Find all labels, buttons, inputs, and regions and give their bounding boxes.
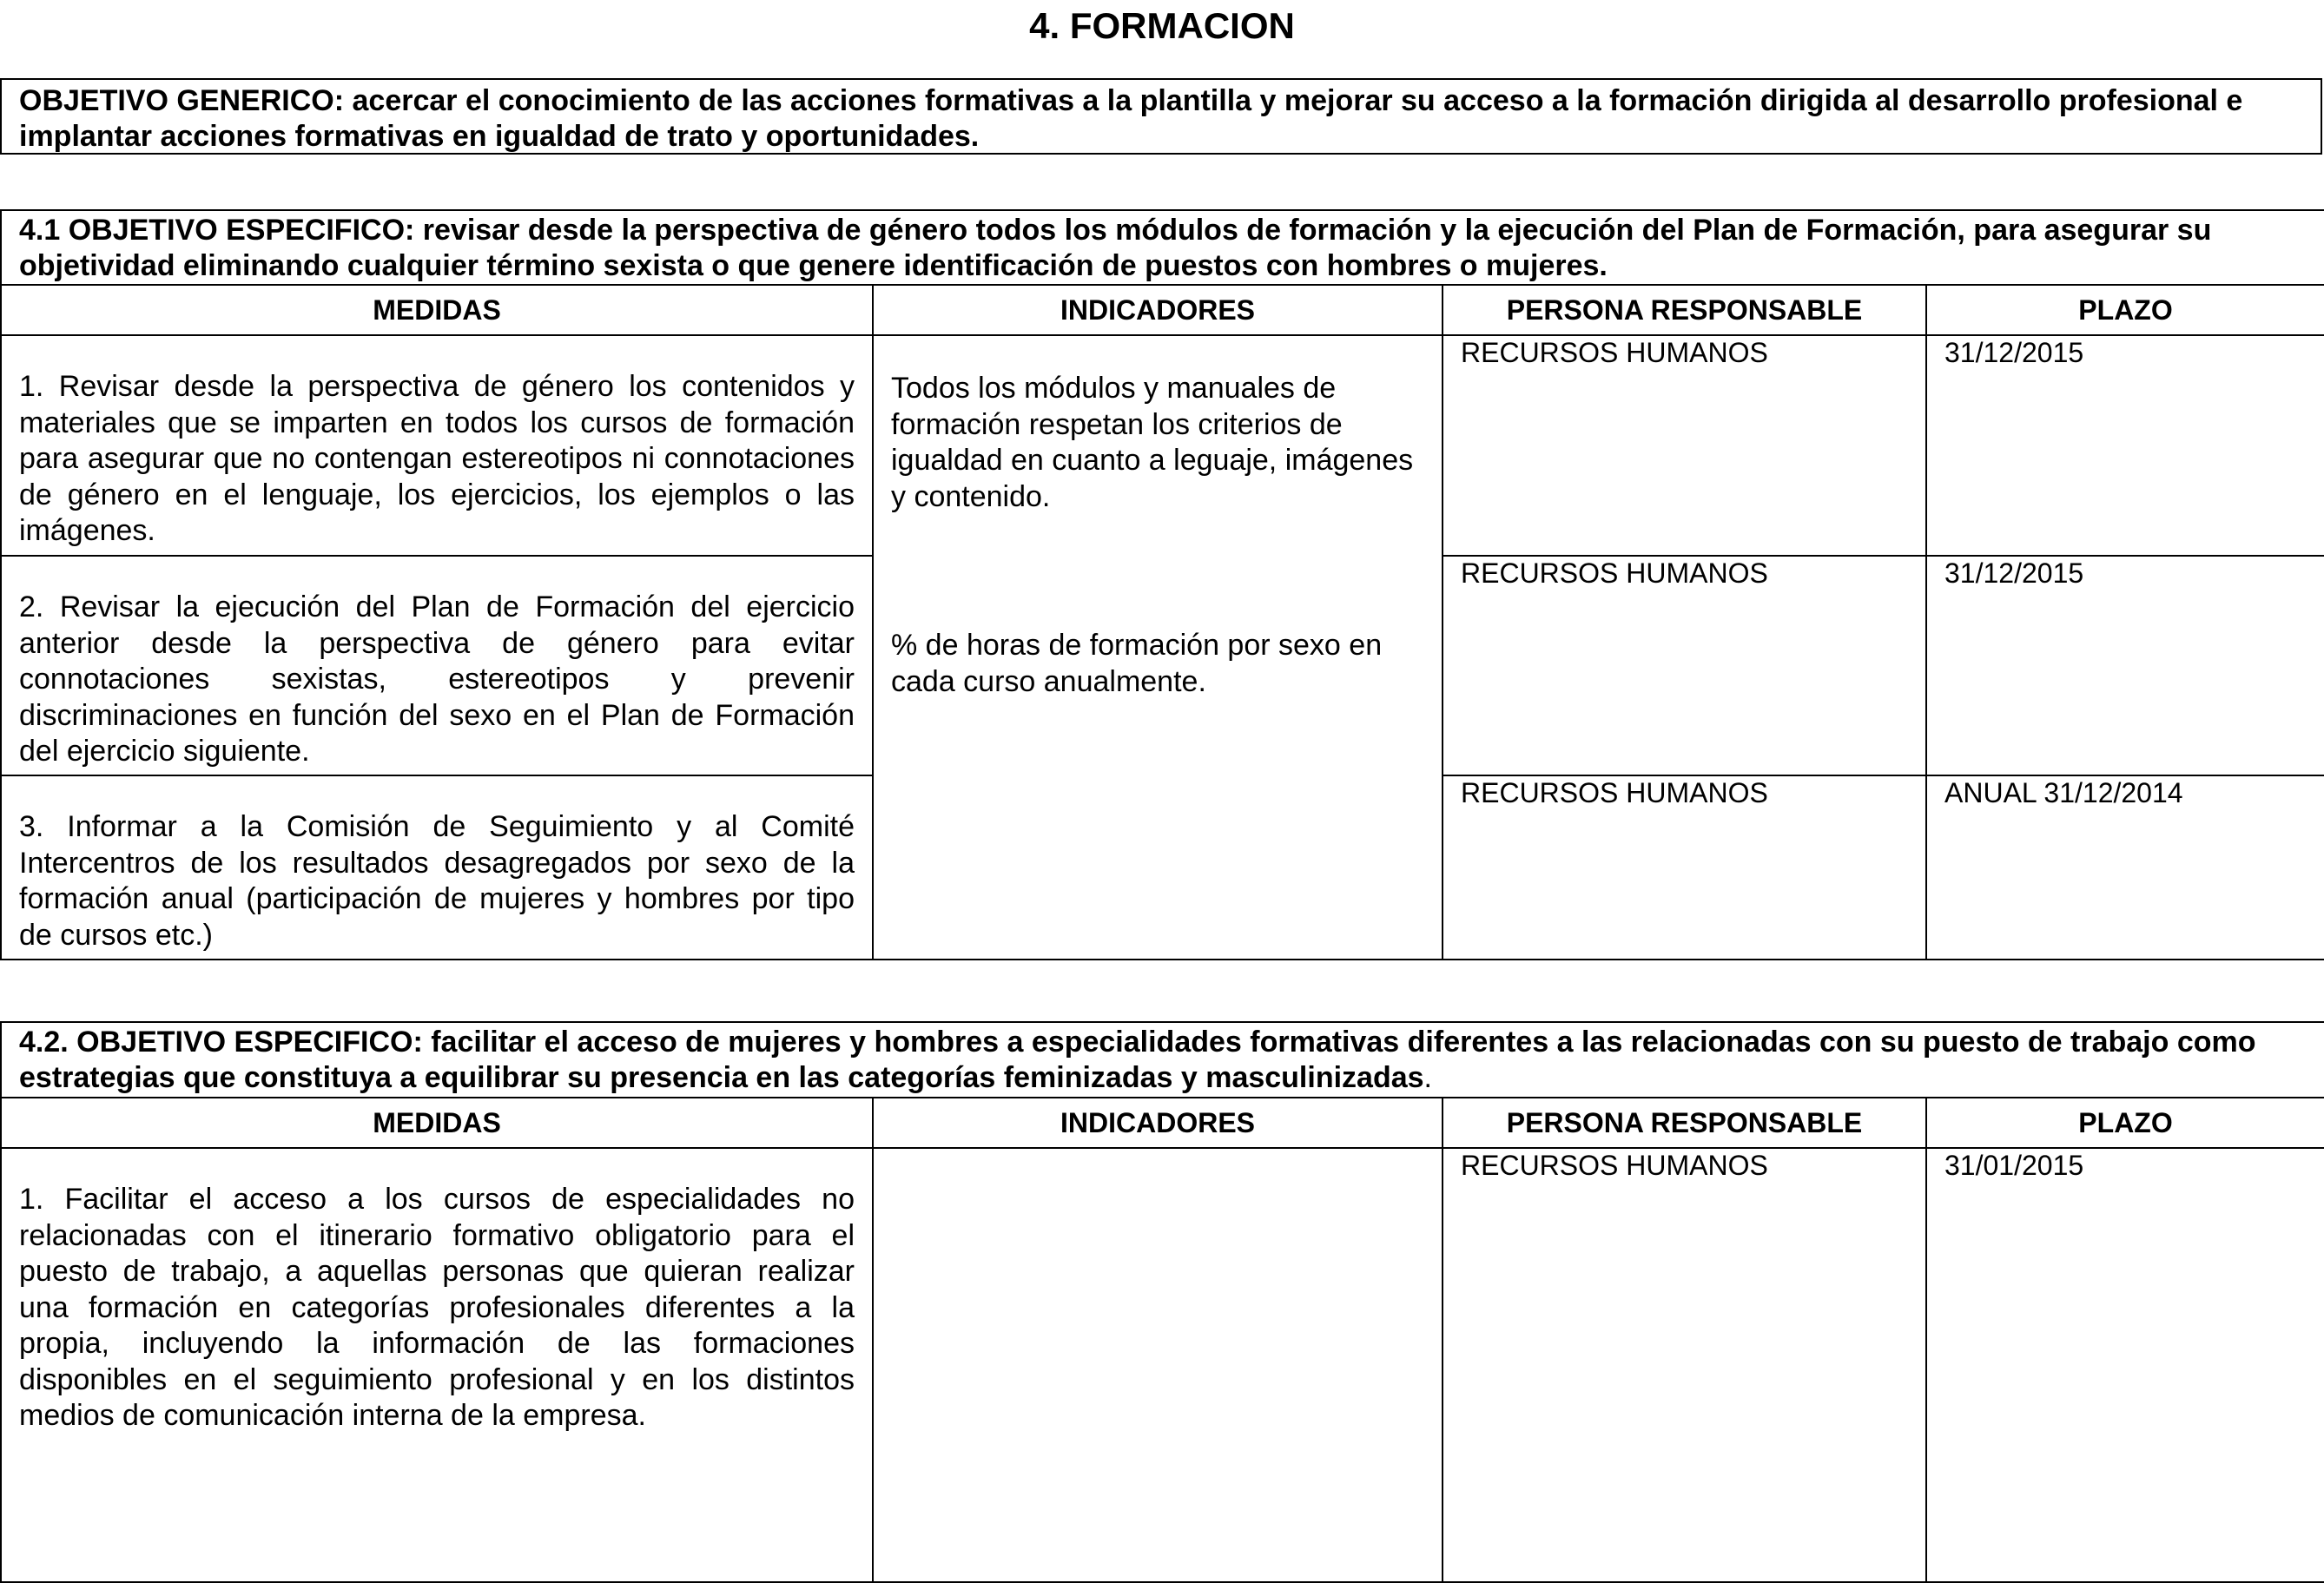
section-4-1-table bbox=[0, 209, 2324, 960]
medida-1-3: 3. Informar a la Comisión de Seguimiento y al Comité Intercentros de los resultados desagregados por sexo de la formación anual (participación de mujeres y hombres por tipo de cursos etc.) bbox=[1, 775, 873, 960]
medida-1-1: 1. Revisar desde la perspectiva de género los contenidos y materiales que se imparten en todos los cursos de formación para asegurar que no contengan estereotipos ni connotaciones de género en el lenguaje, los ejercicios, los ejemplos o las imágenes. bbox=[1, 335, 873, 556]
header-plazo: PLAZO bbox=[1926, 285, 2324, 335]
header-medidas-2: MEDIDAS bbox=[1, 1098, 873, 1148]
indicador-4-1-b: % de horas de formación por sexo en cada curso anualmente. bbox=[891, 629, 1383, 698]
plazo-1-2: 31/12/2015 bbox=[1926, 556, 2324, 775]
header-plazo-2: PLAZO bbox=[1926, 1098, 2324, 1148]
header-responsable-2: PERSONA RESPONSABLE bbox=[1443, 1098, 1926, 1148]
objetivo-generico-text: OBJETIVO GENERICO: acercar el conocimiento de las acciones formativas a la plantilla y mejorar su acceso a la formación dirigida al desarrollo profesional e implantar acciones formativas en igualdad de trato y oportunidades. bbox=[19, 84, 2243, 153]
responsable-2-1: RECURSOS HUMANOS bbox=[1443, 1148, 1926, 1582]
section-4-2-table bbox=[0, 1021, 2324, 1583]
header-indicadores: INDICADORES bbox=[873, 285, 1443, 335]
responsable-1-3: RECURSOS HUMANOS bbox=[1443, 775, 1926, 960]
responsable-1-2: RECURSOS HUMANOS bbox=[1443, 556, 1926, 775]
indicador-4-1-a: Todos los módulos y manuales de formación respetan los criterios de igualdad en cuanto a leguaje, imágenes y contenido. bbox=[891, 372, 1414, 513]
header-indicadores-2: INDICADORES bbox=[873, 1098, 1443, 1148]
plazo-2-1: 31/01/2015 bbox=[1926, 1148, 2324, 1582]
header-medidas: MEDIDAS bbox=[1, 285, 873, 335]
section-4-1-objective: 4.1 OBJETIVO ESPECIFICO: revisar desde la perspectiva de género todos los módulos de formación y la ejecución del Plan de Formación, para asegurar su objetividad eliminando cualquier término sexista o que genere identificación de puestos con hombres o mujeres. bbox=[1, 210, 2324, 285]
responsable-1-1: RECURSOS HUMANOS bbox=[1443, 335, 1926, 556]
section-4-2-objective-text: 4.2. OBJETIVO ESPECIFICO: facilitar el acceso de mujeres y hombres a especialidades formativas diferentes a las relacionadas con su puesto de trabajo como estrategias que constituya a equilibrar su presencia en las categorías feminizadas y masculinizadas bbox=[19, 1026, 2256, 1094]
page-title: 4. FORMACION bbox=[1029, 5, 1295, 46]
section-4-2-objective-end: . bbox=[1423, 1061, 1432, 1094]
medida-1-2: 2. Revisar la ejecución del Plan de Formación del ejercicio anterior desde la perspectiva de género para evitar connotaciones sexistas, estereotipos y prevenir discriminaciones en función del sexo en el Plan de Formación del ejercicio siguiente. bbox=[1, 556, 873, 775]
header-responsable: PERSONA RESPONSABLE bbox=[1443, 285, 1926, 335]
medida-2-1: 1. Facilitar el acceso a los cursos de especialidades no relacionadas con el itinerario formativo obligatorio para el puesto de trabajo, a aquellas personas que quieran realizar una formación en categorías profesionales diferentes a la propia, incluyendo la información de las formaciones disponibles en el seguimiento profesional y en los distintos medios de comunicación interna de la empresa. bbox=[1, 1148, 873, 1582]
plazo-1-3: ANUAL 31/12/2014 bbox=[1926, 775, 2324, 960]
objetivo-generico-box bbox=[0, 78, 2322, 155]
indicador-2-1 bbox=[873, 1148, 1443, 1582]
indicadores-4-1 bbox=[873, 335, 1443, 960]
plazo-1-1: 31/12/2015 bbox=[1926, 335, 2324, 556]
section-4-2-objective bbox=[1, 1022, 2324, 1098]
